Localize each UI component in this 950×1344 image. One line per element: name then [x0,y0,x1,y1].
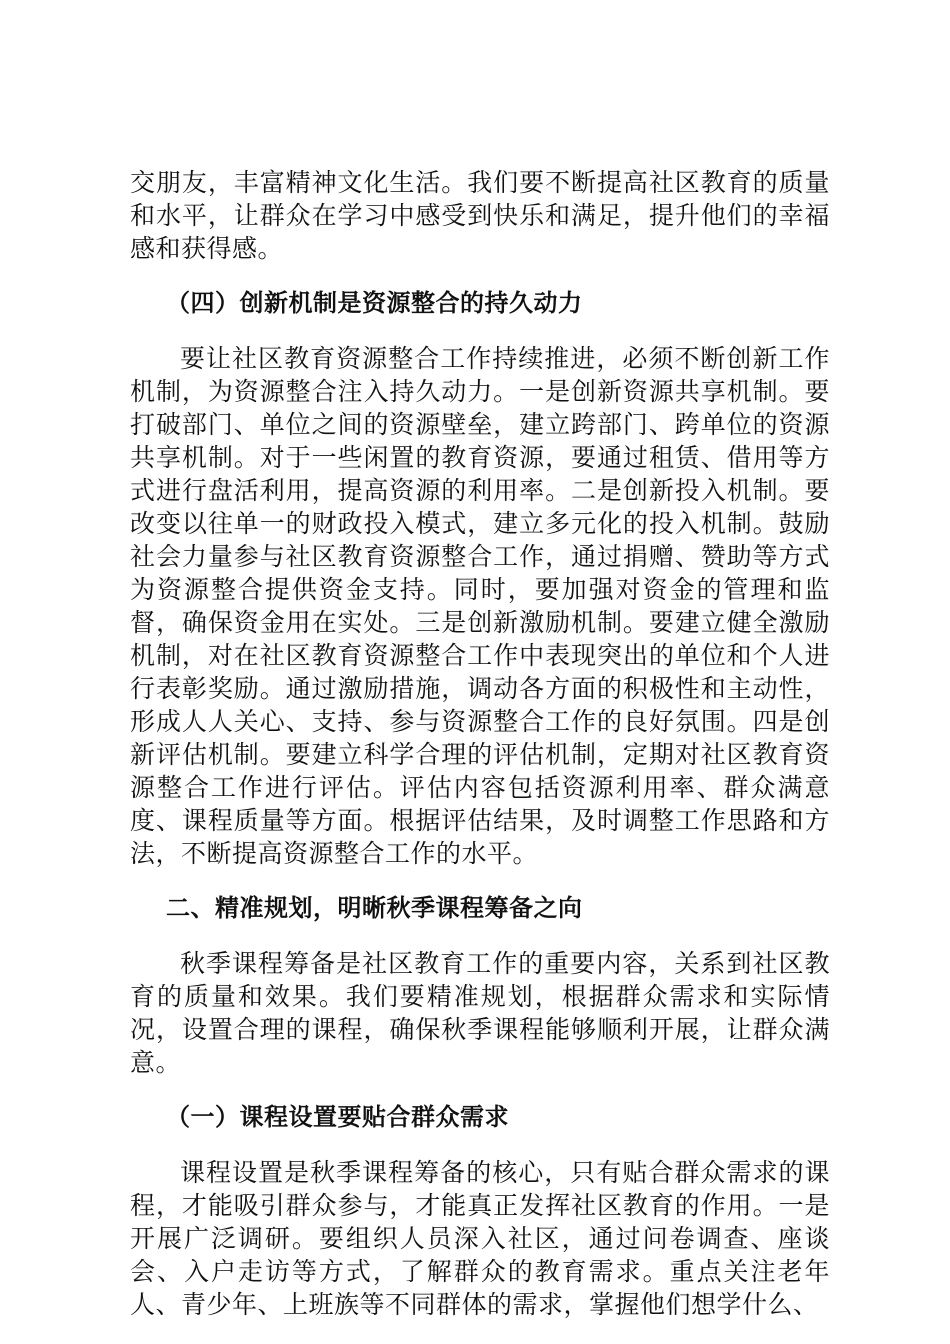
paragraph-course-setting: 课程设置是秋季课程筹备的核心，只有贴合群众需求的课程，才能吸引群众参与，才能真正发挥社区教育的作用。一是开展广泛调研。要组织人员深入社区，通过问卷调查、座谈会、入户走访等方式，了解群众的教育需求。重点关注老年人、青少年、上班族等不同群体的需求，掌握他们想学什么、 [130,1158,830,1319]
spacer [130,320,830,342]
document-body [130,166,830,1321]
spacer [130,1134,830,1156]
spacer [130,265,830,287]
section-heading-autumn-courses: 二、精准规划，明晰秋季课程筹备之向 [166,894,583,922]
subheading-course-setting: （一）课程设置要贴合群众需求 [166,1103,509,1131]
subheading-innovation-mechanism: （四）创新机制是资源整合的持久动力 [166,289,583,317]
paragraph-innovation-mechanism: 要让社区教育资源整合工作持续推进，必须不断创新工作机制，为资源整合注入持久动力。一是创新资源共享机制。要打破部门、单位之间的资源壁垒，建立跨部门、跨单位的资源共享机制。对于一些闲置的教育资源，要通过租赁、借用等方式进行盘活利用，提高资源的利用率。二是创新投入机制。要改变以往单一的财政投入模式，建立多元化的投入机制。鼓励社会力量参与社区教育资源整合工作，通过捐赠、赞助等方式为资源整合提供资金支持。同时，要加强对资金的管理和监督，确保资金用在实处。三是创新激励机制。要建立健全激励机制，对在社区教育资源整合工作中表现突出的单位和个人进行表彰奖励。通过激励措施，调动各方面的积极性和主动性，形成人人关心、支持、参与资源整合工作的良好氛围。四是创新评估机制。要建立科学合理的评估机制，定期对社区教育资源整合工作进行评估。评估内容包括资源利用率、群众满意度、课程质量等方面。根据评估结果，及时调整工作思路和方法，不断提高资源整合工作的水平。 [130,344,830,868]
paragraph-autumn-courses-intro: 秋季课程筹备是社区教育工作的重要内容，关系到社区教育的质量和效果。我们要精准规划，根据群众需求和实际情况，设置合理的课程，确保秋季课程能够顺利开展，让群众满意。 [130,949,830,1077]
spacer [130,1079,830,1101]
paragraph-continuation: 交朋友，丰富精神文化生活。我们要不断提高社区教育的质量和水平，让群众在学习中感受到快乐和满足，提升他们的幸福感和获得感。 [130,168,830,263]
spacer [130,925,830,947]
spacer [130,870,830,892]
